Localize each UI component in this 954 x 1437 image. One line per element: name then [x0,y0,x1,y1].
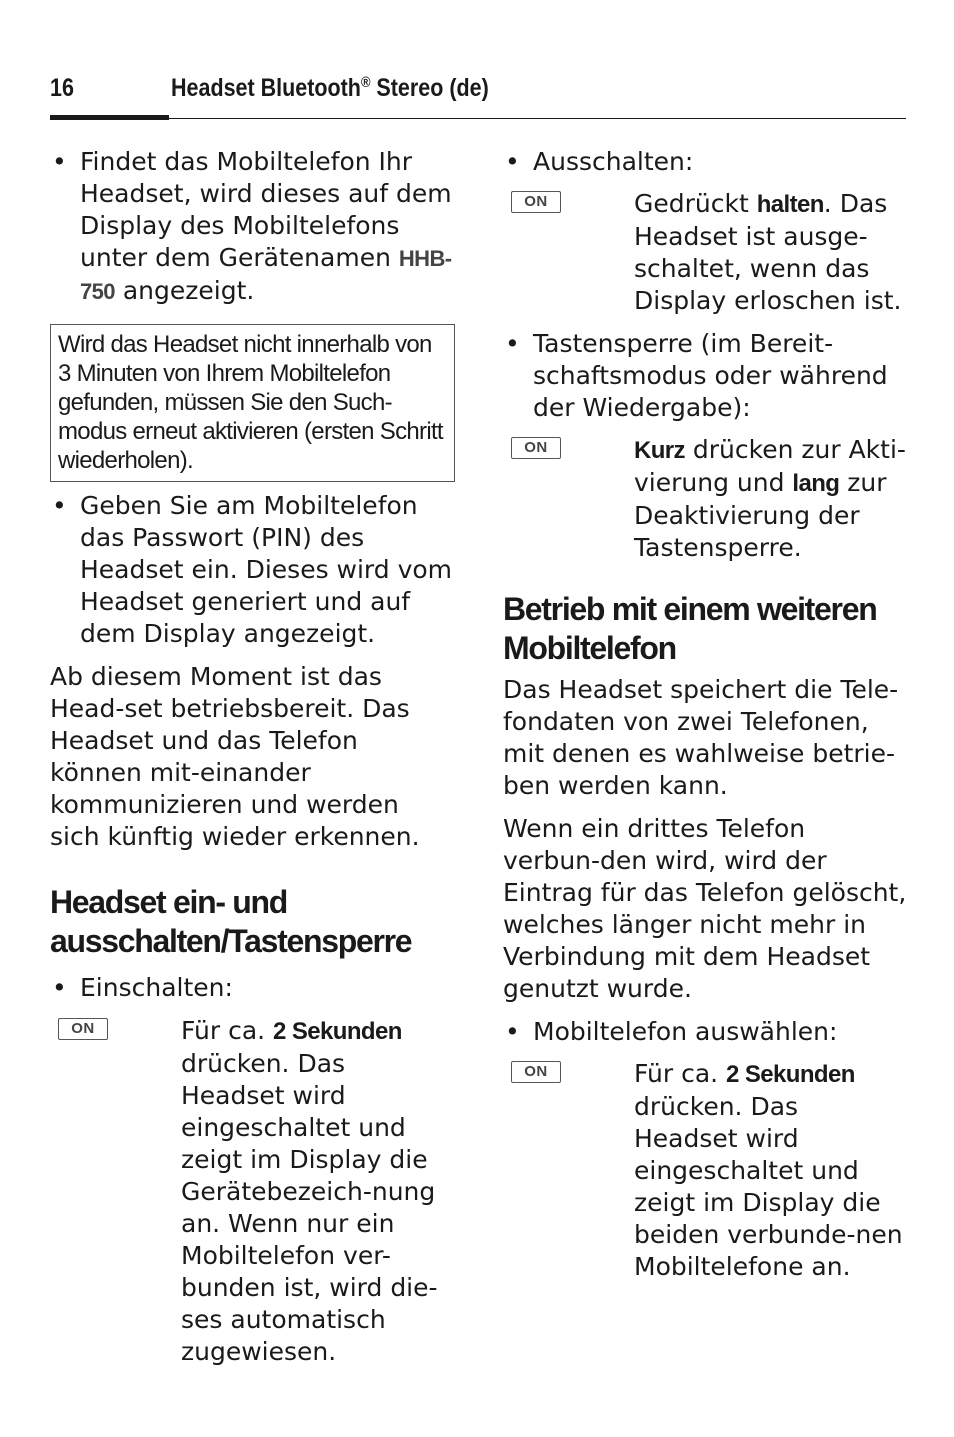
page-number: 16 [50,74,74,102]
note-box: Wird das Headset nicht innerhalb von 3 Minuten von Ihrem Mobiltelefon gefunden, müssen Sie den Such-modus erneut aktivieren (ersten Schritt wiederholen). [50,324,455,482]
bullet-dot: • [505,329,520,358]
bullet-dot: • [505,147,520,176]
running-title: Headset Bluetooth® Stereo (de) [171,74,489,102]
bullet-select-phone: • Mobiltelefon auswählen: [505,1017,838,1046]
heading-second-phone: Betrieb mit einem weiteren Mobiltelefon [503,591,877,666]
bullet-dot: • [52,491,67,520]
on-key-icon: ON [511,437,561,459]
bullet-dot: • [52,147,67,176]
page-header [50,74,906,120]
on-key-icon: ON [511,191,561,213]
step-switch-off [503,188,908,317]
bullet-switch-on: • Einschalten: [52,973,233,1002]
right-column [503,146,908,1283]
bullet-switch-off: • Ausschalten: [505,147,694,176]
bullet-key-lock: • Tastensperre (im Bereit-schaftsmodus oder während der Wiedergabe): [505,329,888,422]
on-key-icon: ON [58,1018,108,1040]
bullet-dot: • [52,973,67,1002]
paragraph-two-phones: Das Headset speichert die Tele-fondaten von zwei Telefonen, mit denen es wahlweise betrie-ben werden kann. [503,675,899,800]
step-switch-on [50,1015,455,1368]
bullet-enter-pin: • Geben Sie am Mobiltelefon das Passwort (PIN) des Headset ein. Dieses wird vom Headset generiert und auf dem Display angezeigt. [52,491,453,648]
paragraph-third-phone: Wenn ein drittes Telefon verbun-den wird, wird der Eintrag für das Telefon gelöscht, welches länger nicht mehr in Verbindung mit dem Headset genutzt wurde. [503,814,907,1003]
step-select-phone [503,1058,908,1283]
left-column [50,146,455,1368]
bullet-find-headset: • Findet das Mobiltelefon Ihr Headset, wird dieses auf dem Display des Mobiltelefons unter dem Gerätenamen HHB-750 angezeigt. [52,147,452,305]
step-text: Kurz drücken zur Akti-vierung und lang zur Deaktivierung der Tastensperre. [634,435,906,562]
step-key-lock [503,434,908,564]
ready-paragraph: Ab diesem Moment ist das Head-set betriebsbereit. Das Headset und das Telefon können mit-einander kommunizieren und werden sich künftig wieder erkennen. [50,662,420,851]
heading-on-off-lock: Headset ein- und ausschalten/Tastensperre [50,884,412,959]
header-rule [50,118,906,119]
device-name: HHB-750 [80,246,452,304]
header-rule-accent [50,115,169,120]
step-text: Für ca. 2 Sekunden drücken. Das Headset wird eingeschaltet und zeigt im Display die beiden verbunde-nen Mobiltelefone an. [634,1059,903,1281]
step-text: Gedrückt halten. Das Headset ist ausge-schaltet, wenn das Display erloschen ist. [634,189,902,315]
step-text: Für ca. 2 Sekunden drücken. Das Headset wird eingeschaltet und zeigt im Display die Gerätebezeich-nung an. Wenn nur ein Mobiltelefon ver-bunden ist, wird die-ses automatisch zugewiesen. [181,1016,438,1366]
registered-mark: ® [360,74,371,91]
on-key-icon: ON [511,1061,561,1083]
bullet-dot: • [505,1017,520,1046]
